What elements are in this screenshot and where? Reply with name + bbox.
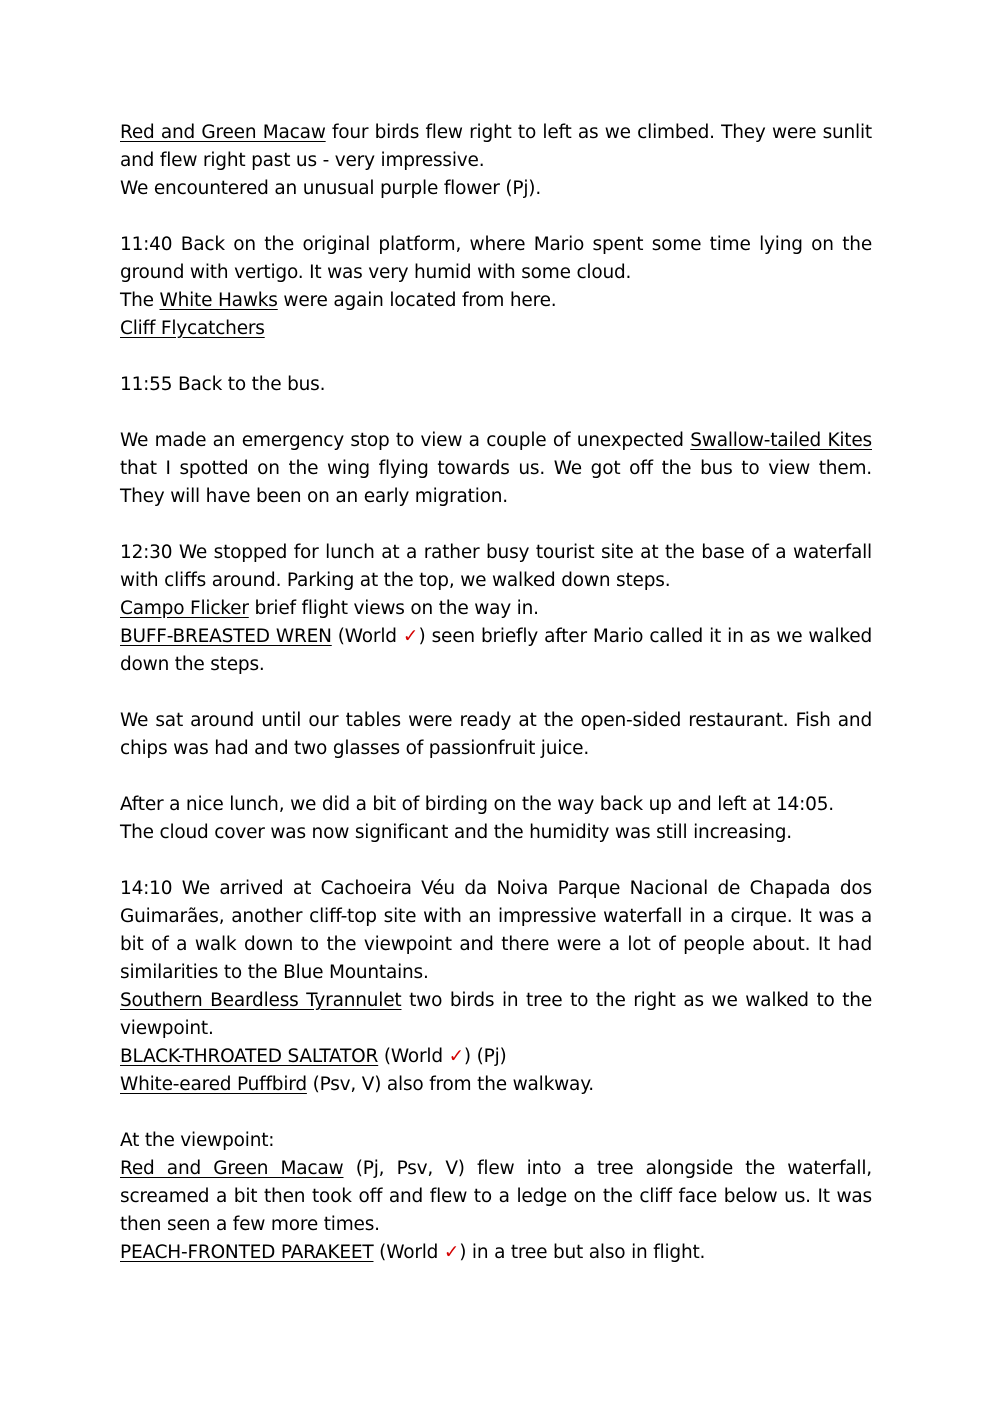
text-segment: ) seen briefly after Mario called it in as we walked down the steps. bbox=[120, 626, 873, 675]
text-segment: The cloud cover was now significant and the humidity was still increasing. bbox=[120, 822, 792, 843]
text-line bbox=[120, 175, 872, 203]
text-segment: ) (Pj) bbox=[463, 1046, 507, 1067]
paragraph bbox=[120, 1127, 872, 1267]
text-line bbox=[120, 1127, 872, 1155]
text-line bbox=[120, 287, 872, 315]
text-segment: that I spotted on the wing flying towards us. We got off the bus to view them. They will have been on an early migration. bbox=[120, 458, 872, 507]
text-segment: (World bbox=[378, 1046, 449, 1067]
checkmark-icon: ✓ bbox=[448, 1046, 464, 1067]
species-name: White Hawks bbox=[159, 290, 278, 311]
paragraph bbox=[120, 539, 872, 679]
paragraph bbox=[120, 371, 872, 399]
text-line bbox=[120, 119, 872, 175]
species-name: Red and Green Macaw bbox=[120, 1158, 344, 1179]
species-name: Red and Green Macaw bbox=[120, 122, 326, 143]
paragraph bbox=[120, 427, 872, 511]
text-segment: four birds flew right to left as we climbed. They were sunlit and flew right past us - very impressive. bbox=[120, 122, 872, 171]
checkmark-icon: ✓ bbox=[443, 1242, 460, 1263]
paragraph bbox=[120, 791, 872, 847]
species-name: Cliff Flycatchers bbox=[120, 318, 265, 339]
text-segment: 11:55 Back to the bus. bbox=[120, 374, 326, 395]
paragraph bbox=[120, 875, 872, 1099]
text-segment: After a nice lunch, we did a bit of birding on the way back up and left at 14:05. bbox=[120, 794, 834, 815]
text-line bbox=[120, 539, 872, 595]
text-line bbox=[120, 1043, 872, 1071]
checkmark-icon: ✓ bbox=[402, 626, 419, 647]
species-name: White-eared Puffbird bbox=[120, 1074, 307, 1095]
species-name: BLACK-THROATED SALTATOR bbox=[120, 1046, 379, 1067]
text-segment: (World bbox=[373, 1242, 444, 1263]
text-segment: (World bbox=[331, 626, 403, 647]
text-segment: ) in a tree but also in flight. bbox=[459, 1242, 706, 1263]
text-line bbox=[120, 987, 872, 1043]
text-segment: 12:30 We stopped for lunch at a rather busy tourist site at the base of a waterfall with cliffs around. Parking at the top, we walked down steps. bbox=[120, 542, 872, 591]
text-segment: two birds in tree to the right as we walked to the viewpoint. bbox=[120, 990, 872, 1039]
species-name: Southern Beardless Tyrannulet bbox=[120, 990, 402, 1011]
text-line bbox=[120, 791, 872, 819]
text-line bbox=[120, 427, 872, 511]
text-line bbox=[120, 623, 872, 679]
paragraph bbox=[120, 707, 872, 763]
text-line bbox=[120, 1239, 872, 1267]
species-name: PEACH-FRONTED PARAKEET bbox=[120, 1242, 374, 1263]
paragraph bbox=[120, 119, 872, 203]
text-line bbox=[120, 1155, 872, 1239]
text-segment: 11:40 Back on the original platform, where Mario spent some time lying on the ground with vertigo. It was very humid with some cloud. bbox=[120, 234, 872, 283]
text-segment: We sat around until our tables were ready at the open-sided restaurant. Fish and chips was had and two glasses of passionfruit juice. bbox=[120, 710, 872, 759]
text-segment: The bbox=[120, 290, 160, 311]
text-segment: We made an emergency stop to view a couple of unexpected bbox=[120, 430, 691, 451]
text-line bbox=[120, 231, 872, 287]
text-line bbox=[120, 707, 872, 763]
species-name: BUFF-BREASTED WREN bbox=[120, 626, 332, 647]
text-line bbox=[120, 315, 872, 343]
text-segment: We encountered an unusual purple flower (Pj). bbox=[120, 178, 541, 199]
text-line bbox=[120, 595, 872, 623]
species-name: Campo Flicker bbox=[120, 598, 249, 619]
document-page bbox=[120, 119, 872, 1295]
text-segment: (Pj, Psv, V) flew into a tree alongside the waterfall, screamed a bit then took off and flew to a ledge on the cliff face below us. It was then seen a few more times. bbox=[120, 1158, 872, 1235]
text-line bbox=[120, 875, 872, 987]
species-name: Swallow-tailed Kites bbox=[690, 430, 872, 451]
text-segment: At the viewpoint: bbox=[120, 1130, 275, 1151]
text-segment: (Psv, V) also from the walkway. bbox=[306, 1074, 594, 1095]
text-segment: were again located from here. bbox=[277, 290, 557, 311]
paragraph bbox=[120, 231, 872, 343]
text-line bbox=[120, 1071, 872, 1099]
text-line bbox=[120, 819, 872, 847]
text-segment: 14:10 We arrived at Cachoeira Véu da Noiva Parque Nacional de Chapada dos Guimarães, another cliff-top site with an impressive waterfall in a cirque. It was a bit of a walk down to the viewpoint and there were a lot of people about. It had similarities to the Blue Mountains. bbox=[120, 878, 872, 983]
text-line bbox=[120, 371, 872, 399]
text-segment: brief flight views on the way in. bbox=[248, 598, 539, 619]
